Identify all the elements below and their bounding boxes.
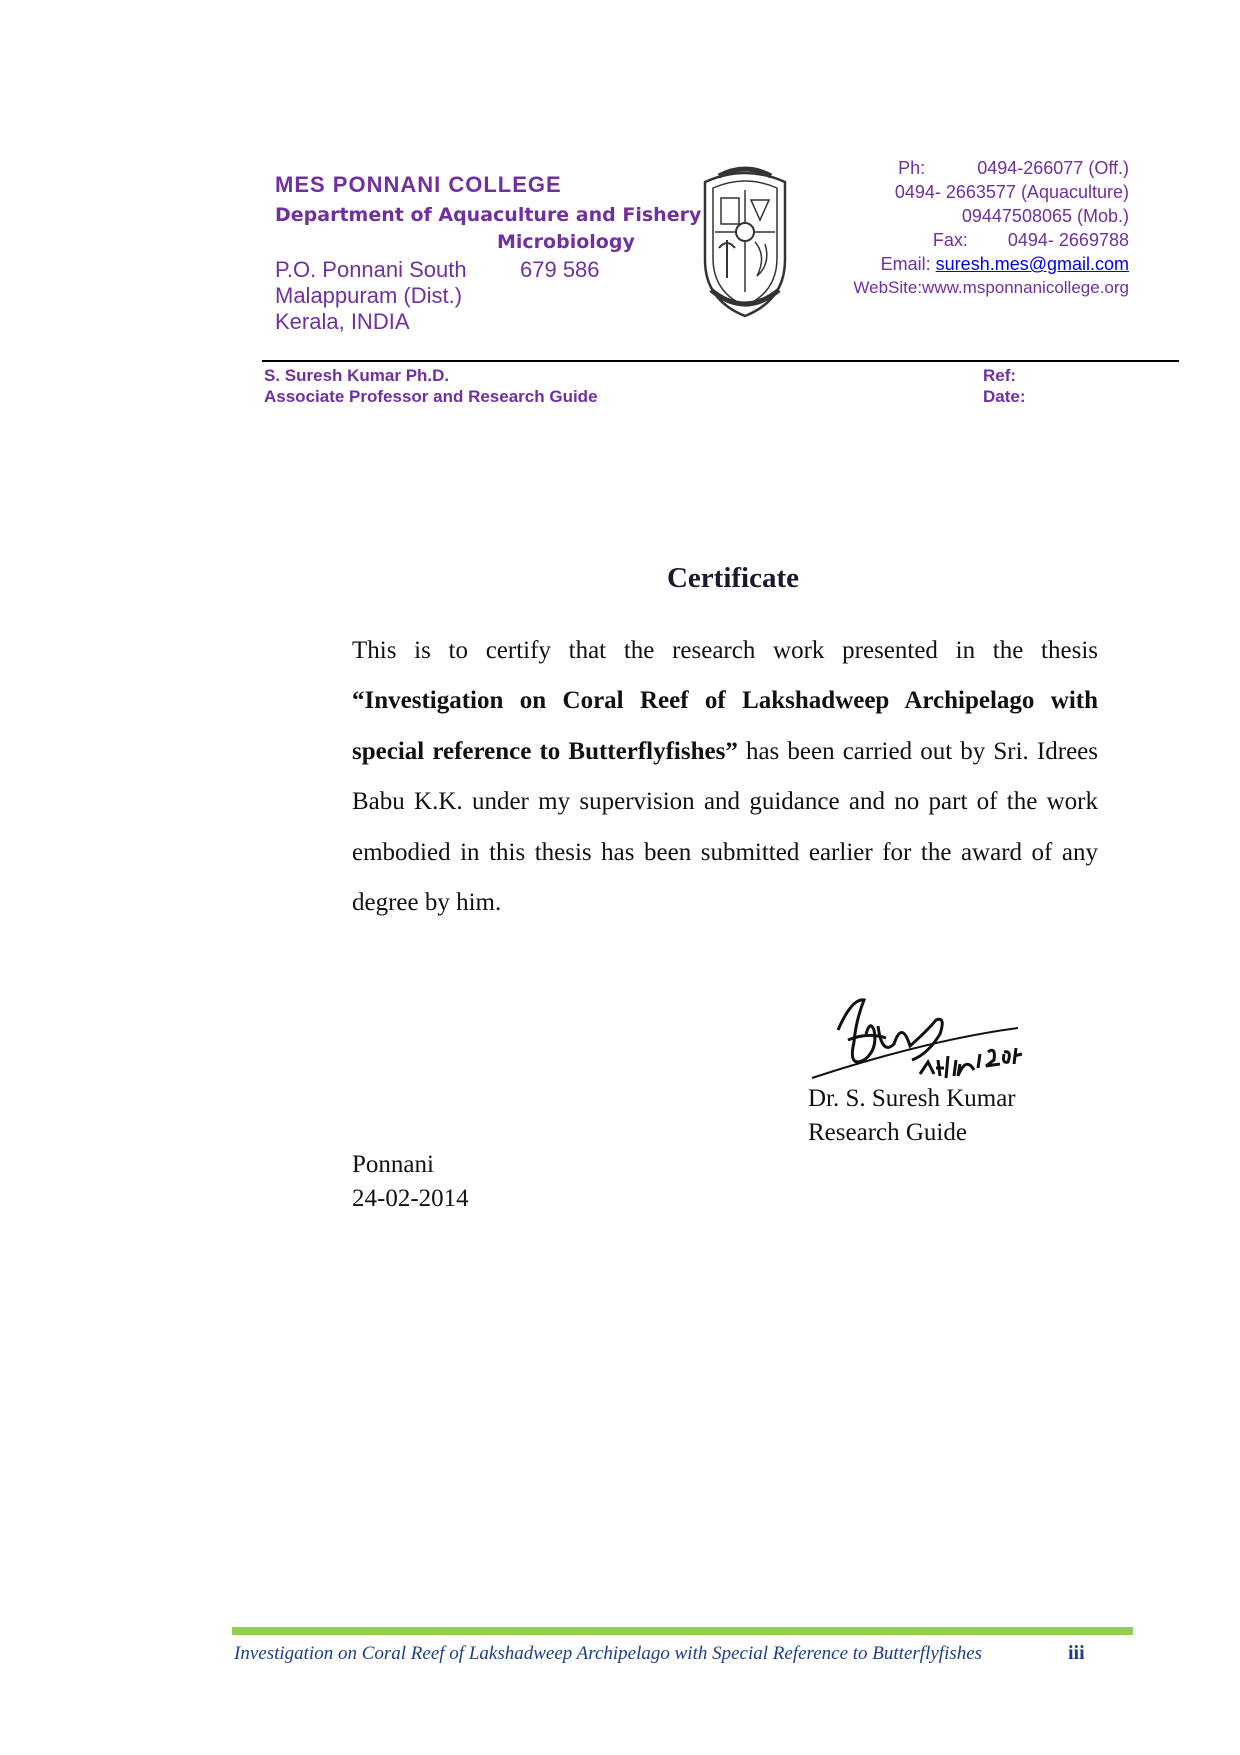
place: Ponnani [352,1151,434,1178]
certificate-text-start: This is to certify that the research work presented in the thesis [352,637,1098,664]
certificate-body [352,626,1098,928]
phone-office [898,158,1129,179]
page-number: iii [1068,1642,1085,1664]
website: WebSite:www.msponnanicollege.org [853,278,1129,297]
address-line-1 [275,257,600,283]
certificate-title [0,562,1240,595]
sender-name: S. Suresh Kumar Ph.D. [264,366,450,385]
footer-running-title: Investigation on Coral Reef of Lakshadweep Archipelago with Special Reference to Butterflyfishes [234,1643,983,1664]
fax-label: Fax: [932,230,968,250]
certificate-date: 24-02-2014 [352,1185,469,1212]
fax [933,230,1129,251]
college-name: MES PONNANI COLLEGE [275,172,562,197]
certificate-text-end: has been carried out by Sri. Idrees Babu K.K. under my supervision and guidance and no part of the work embodied in this thesis has been submitted earlier for the award of any degree by him. [352,737,1098,917]
guide-name: Dr. S. Suresh Kumar [808,1085,1016,1112]
phone-label: Ph: [898,158,926,178]
thesis-title: “Investigation on Coral Reef of Lakshadweep Archipelago with special reference to Butterflyfishes” [352,687,1098,765]
email [881,254,1129,275]
fax-number: 0494- 2669788 [1007,230,1129,250]
pin-code: 679 586 [520,257,600,282]
address-line-2: Malappuram (Dist.) [275,283,463,308]
footer-bar [232,1627,1133,1635]
college-crest-icon [697,160,793,320]
sender-title: Associate Professor and Research Guide [264,387,598,406]
department-name-continued: Microbiology [497,231,635,253]
department-name: Department of Aquaculture and Fishery [275,204,702,226]
address-line-3: Kerala, INDIA [275,309,410,334]
date-label: Date: [983,387,1026,406]
handwritten-signature [808,990,1060,1088]
phone-aquaculture: 0494- 2663577 (Aquaculture) [894,182,1129,202]
ref-label: Ref: [983,366,1017,385]
guide-role: Research Guide [808,1119,967,1146]
email-label: Email: [880,254,931,274]
header-divider [262,360,1179,362]
phone-office-number: 0494-266077 (Off.) [977,158,1129,178]
phone-mobile: 09447508065 (Mob.) [961,206,1129,226]
address-post-office: P.O. Ponnani South [275,257,467,282]
email-link[interactable]: suresh.mes@gmail.com [935,254,1129,274]
certificate-title-text: Certificate [666,562,799,594]
